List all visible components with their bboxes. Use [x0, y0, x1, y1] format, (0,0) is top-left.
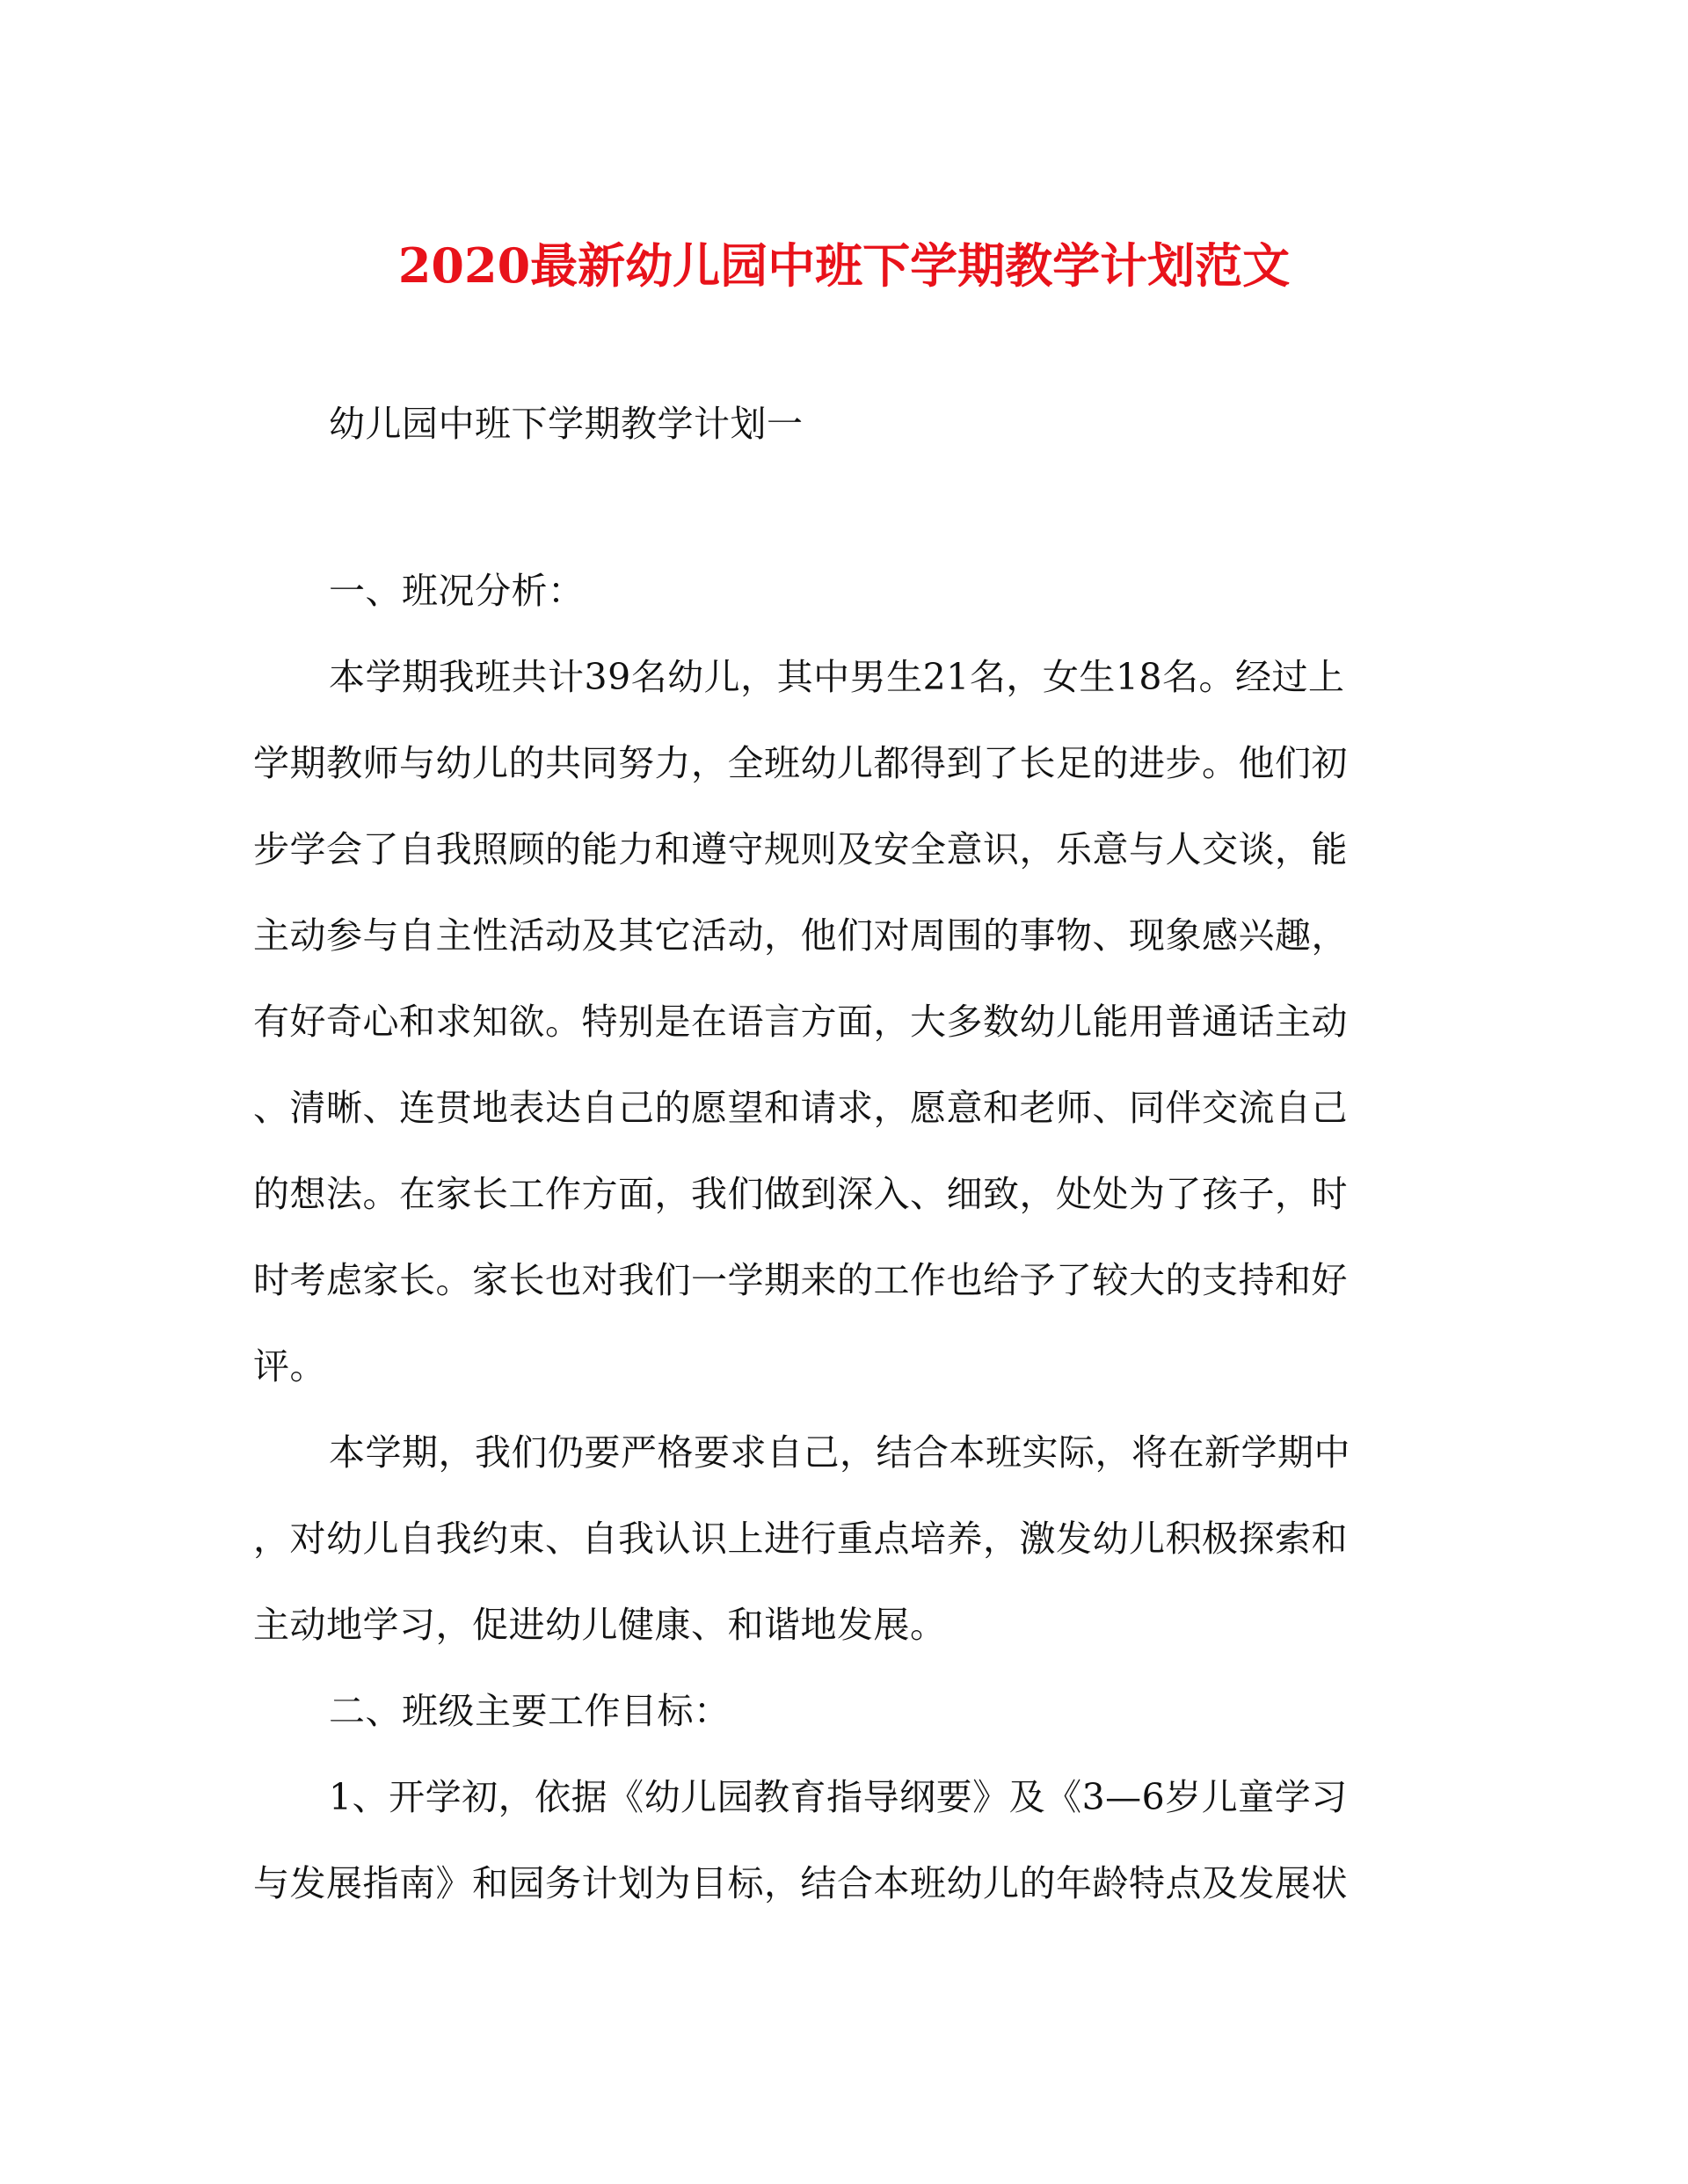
section-heading-class-analysis: 一、班况分析： — [329, 570, 585, 612]
paragraph-line: 学期教师与幼儿的共同努力，全班幼儿都得到了长足的进步。他们初 — [253, 742, 1348, 784]
paragraph-line: 时考虑家长。家长也对我们一学期来的工作也给予了较大的支持和好 — [253, 1259, 1348, 1301]
paragraph-line: 的想法。在家长工作方面，我们做到深入、细致，处处为了孩子，时 — [253, 1173, 1348, 1215]
paragraph-line: ，对幼儿自我约束、自我认识上进行重点培养，激发幼儿积极探索和 — [253, 1518, 1348, 1560]
document-title: 2020最新幼儿园中班下学期教学计划范文 — [397, 237, 1291, 294]
paragraph-line: 本学期，我们仍要严格要求自己，结合本班实际，将在新学期中 — [329, 1431, 1350, 1474]
paragraph-line: 主动地学习，促进幼儿健康、和谐地发展。 — [253, 1604, 947, 1646]
paragraph-line: 与发展指南》和园务计划为目标，结合本班幼儿的年龄特点及发展状 — [253, 1862, 1348, 1904]
section-heading-work-goals: 二、班级主要工作目标： — [329, 1690, 731, 1732]
paragraph-line: 有好奇心和求知欲。特别是在语言方面，大多数幼儿能用普通话主动 — [253, 1001, 1348, 1043]
paragraph-line: 主动参与自主性活动及其它活动，他们对周围的事物、现象感兴趣， — [253, 914, 1348, 957]
paragraph-line: 本学期我班共计39名幼儿，其中男生21名，女生18名。经过上 — [329, 656, 1345, 698]
paragraph-line: 1、开学初，依据《幼儿园教育指导纲要》及《3—6岁儿童学习 — [329, 1776, 1348, 1818]
paragraph-line: 步学会了自我照顾的能力和遵守规则及安全意识，乐意与人交谈，能 — [253, 828, 1348, 870]
document-subtitle: 幼儿园中班下学期教学计划一 — [329, 403, 804, 445]
paragraph-line: 评。 — [253, 1345, 326, 1387]
paragraph-line: 、清晰、连贯地表达自己的愿望和请求，愿意和老师、同伴交流自己 — [253, 1087, 1348, 1129]
